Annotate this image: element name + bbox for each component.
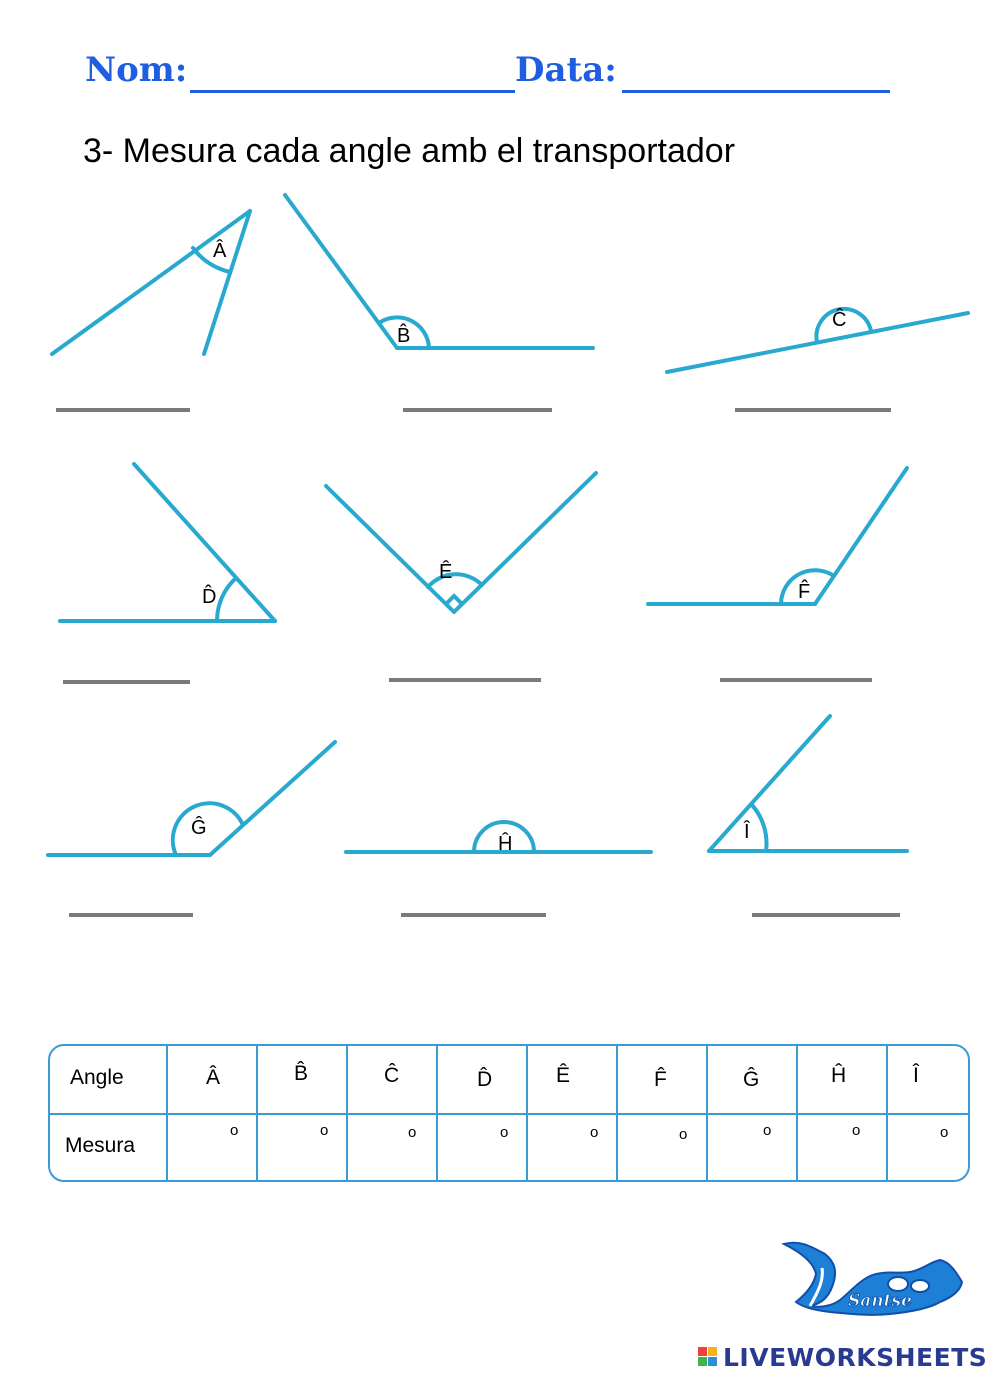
- table-symbol-c: Ĉ: [384, 1064, 400, 1087]
- table-symbol-d: D̂: [477, 1068, 493, 1091]
- name-label: Nom:: [85, 50, 188, 90]
- angle-label-b: B̂: [397, 325, 411, 347]
- answer-line-e[interactable]: [389, 678, 541, 682]
- answer-line-d[interactable]: [63, 680, 190, 684]
- answer-line-h[interactable]: [401, 913, 546, 917]
- table-symbol-e: Ê: [556, 1064, 571, 1087]
- table-measure-e[interactable]: o: [590, 1124, 599, 1141]
- angle-label-g: Ĝ: [191, 817, 207, 839]
- angle-i-figure: [709, 716, 907, 851]
- measurement-table: [48, 1044, 970, 1182]
- angle-f-figure: [648, 468, 907, 604]
- angle-e-figure: [326, 473, 596, 612]
- angle-label-e: Ê: [439, 561, 453, 583]
- angle-a-figure: [52, 211, 250, 354]
- table-measure-h[interactable]: o: [852, 1122, 861, 1139]
- santse-logo: [780, 1232, 970, 1322]
- table-col-divider: [886, 1046, 888, 1180]
- answer-line-f[interactable]: [720, 678, 872, 682]
- answer-line-g[interactable]: [69, 913, 193, 917]
- table-col-divider: [616, 1046, 618, 1180]
- angle-label-i: Î: [744, 821, 750, 843]
- table-symbol-a: Â: [206, 1066, 221, 1089]
- answer-line-c[interactable]: [735, 408, 891, 412]
- table-measure-i[interactable]: o: [940, 1124, 949, 1141]
- angle-c-figure: [667, 309, 968, 372]
- angle-label-c: Ĉ: [832, 309, 847, 331]
- table-header-angle: Angle: [70, 1066, 124, 1089]
- liveworksheets-brand: LIVEWORKSHEETS: [723, 1343, 988, 1372]
- angle-b-figure: [285, 195, 593, 348]
- table-row-divider: [50, 1113, 968, 1115]
- angle-label-f: F̂: [798, 581, 811, 603]
- table-symbol-f: F̂: [654, 1068, 667, 1091]
- table-symbol-b: B̂: [294, 1062, 309, 1085]
- table-col-divider: [436, 1046, 438, 1180]
- date-label: Data:: [515, 50, 617, 90]
- table-symbol-i: Î: [913, 1064, 919, 1087]
- angle-label-d: D̂: [202, 586, 217, 608]
- table-measure-c[interactable]: o: [408, 1124, 417, 1141]
- answer-line-a[interactable]: [56, 408, 190, 412]
- table-measure-f[interactable]: o: [679, 1126, 688, 1143]
- instruction-text: 3- Mesura cada angle amb el transportador: [83, 132, 736, 170]
- logo-text: Santse: [848, 1291, 912, 1311]
- table-measure-g[interactable]: o: [763, 1122, 772, 1139]
- angle-label-a: Â: [213, 240, 227, 262]
- answer-line-i[interactable]: [752, 913, 900, 917]
- liveworksheets-icon: [698, 1347, 718, 1367]
- angle-d-figure: [60, 464, 275, 621]
- table-symbol-h: Ĥ: [831, 1064, 847, 1087]
- table-col-divider: [166, 1046, 168, 1180]
- table-col-divider: [256, 1046, 258, 1180]
- table-symbol-g: Ĝ: [743, 1068, 760, 1091]
- table-header-mesura: Mesura: [65, 1134, 136, 1157]
- table-col-divider: [796, 1046, 798, 1180]
- table-col-divider: [706, 1046, 708, 1180]
- table-col-divider: [346, 1046, 348, 1180]
- table-measure-a[interactable]: o: [230, 1122, 239, 1139]
- table-measure-d[interactable]: o: [500, 1124, 509, 1141]
- angle-label-h: Ĥ: [498, 833, 513, 855]
- answer-line-b[interactable]: [403, 408, 552, 412]
- table-col-divider: [526, 1046, 528, 1180]
- table-measure-b[interactable]: o: [320, 1122, 329, 1139]
